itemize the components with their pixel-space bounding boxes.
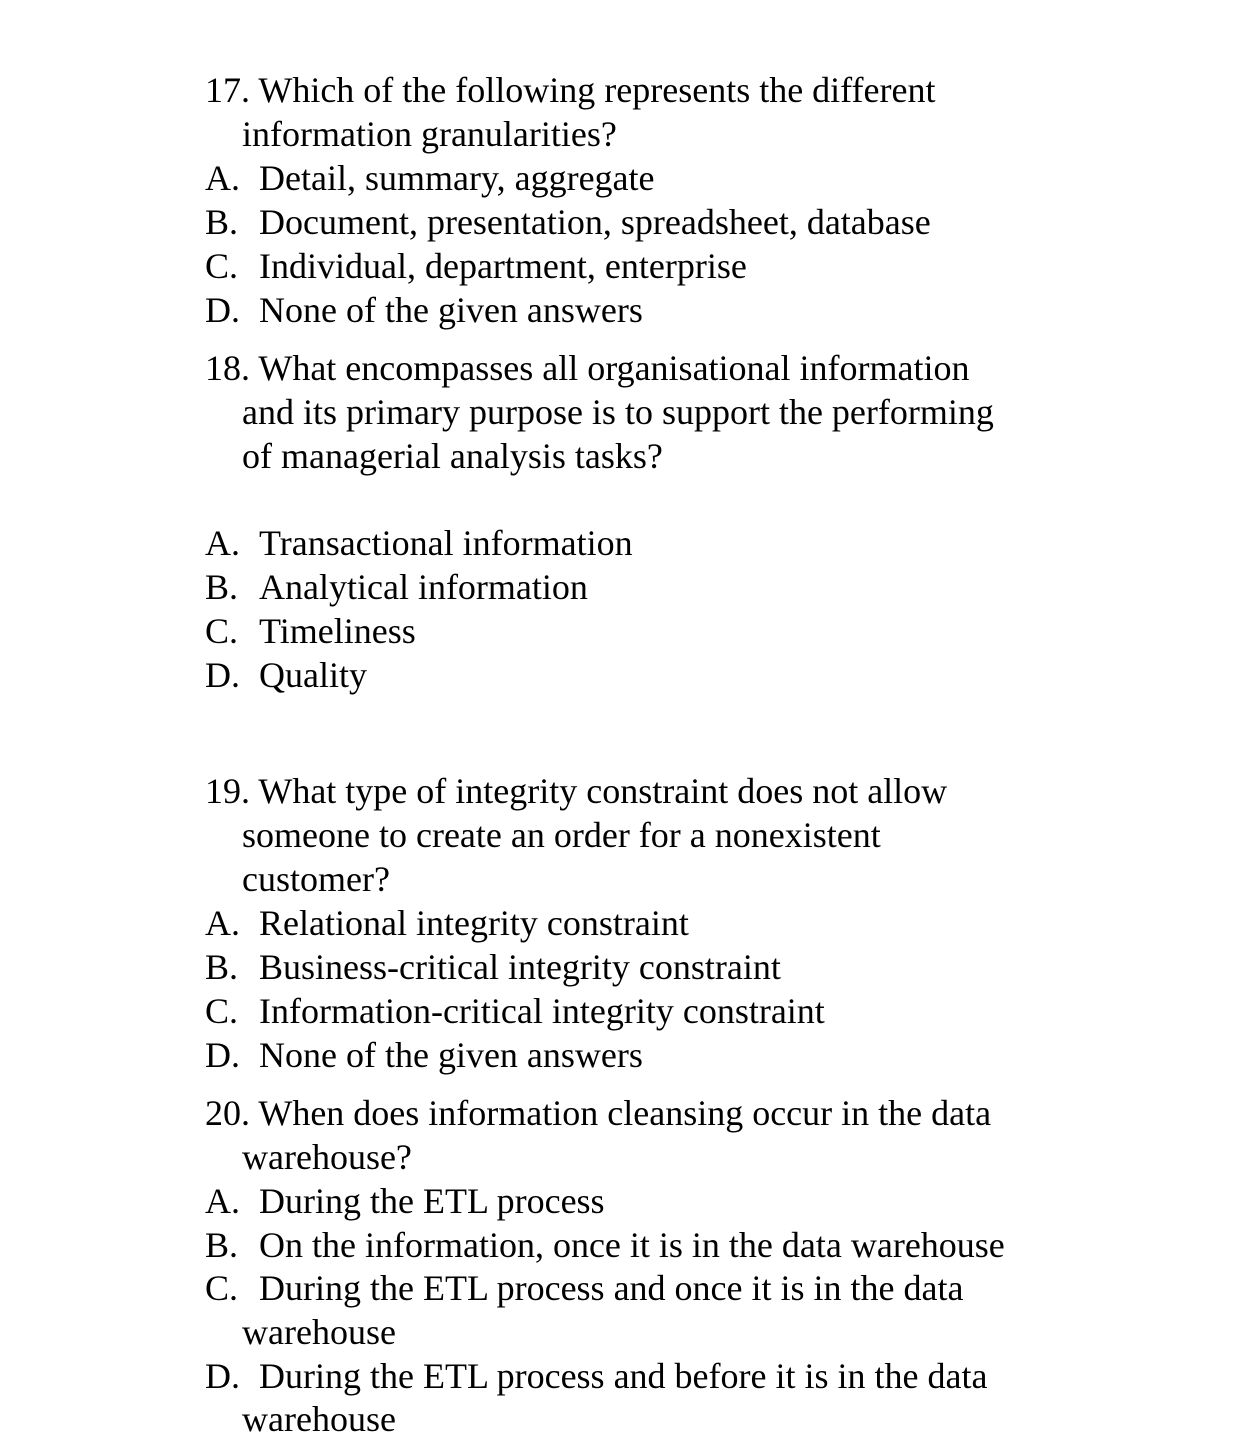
option-text: Timeliness — [259, 611, 416, 651]
question-18-option-a — [205, 521, 633, 565]
option-text: Analytical information — [259, 567, 588, 607]
question-17-text: 17. Which of the following represents the different — [205, 70, 936, 110]
option-text: During the ETL process and once it is in the data — [259, 1268, 964, 1308]
question-19-option-b — [205, 945, 781, 989]
option-letter: A. — [205, 903, 240, 943]
option-letter: A. — [205, 1181, 240, 1221]
option-text: None of the given answers — [259, 290, 643, 330]
question-20-option-d — [205, 1354, 987, 1398]
option-letter: A. — [205, 158, 240, 198]
option-letter: D. — [205, 290, 240, 330]
question-20-option-a — [205, 1179, 605, 1223]
option-letter: D. — [205, 1356, 240, 1396]
option-letter: C. — [205, 1268, 239, 1308]
option-text: During the ETL process — [259, 1181, 605, 1221]
option-letter: C. — [205, 246, 239, 286]
question-17-text-cont: information granularities? — [242, 114, 617, 154]
option-text: Transactional information — [259, 523, 633, 563]
option-letter: C. — [205, 611, 239, 651]
option-letter: D. — [205, 1035, 240, 1075]
question-20-text: 20. When does information cleansing occur in the data — [205, 1093, 992, 1133]
option-letter: A. — [205, 523, 240, 563]
question-19-option-a — [205, 901, 689, 945]
option-text: Information-critical integrity constraint — [259, 991, 825, 1031]
option-text: On the information, once it is in the data warehouse — [259, 1225, 1005, 1265]
question-19-text: 19. What type of integrity constraint does not allow — [205, 771, 948, 811]
question-17-option-b — [205, 200, 931, 244]
question-19-text-cont: customer? — [242, 859, 390, 899]
question-20-option-c — [205, 1266, 963, 1310]
option-text: Individual, department, enterprise — [259, 246, 747, 286]
option-text: Detail, summary, aggregate — [259, 158, 655, 198]
question-20-option-b — [205, 1223, 1005, 1267]
option-text: Quality — [259, 655, 367, 695]
option-letter: B. — [205, 947, 239, 987]
question-18-option-d — [205, 653, 367, 697]
question-18-text-cont: of managerial analysis tasks? — [242, 436, 663, 476]
question-18-option-c — [205, 609, 416, 653]
option-letter: B. — [205, 567, 239, 607]
option-letter: B. — [205, 202, 239, 242]
question-18-text-cont: and its primary purpose is to support the performing — [242, 392, 994, 432]
option-text: During the ETL process and before it is in the data — [259, 1356, 988, 1396]
option-letter: C. — [205, 991, 239, 1031]
question-19-option-d — [205, 1033, 643, 1077]
question-17-option-a — [205, 156, 655, 200]
question-19-option-c — [205, 989, 825, 1033]
question-18-option-b — [205, 565, 588, 609]
question-20-option-d-cont: warehouse — [242, 1399, 396, 1439]
option-letter: D. — [205, 655, 240, 695]
option-text: Relational integrity constraint — [259, 903, 689, 943]
question-20-text-cont: warehouse? — [242, 1137, 412, 1177]
option-text: Business-critical integrity constraint — [259, 947, 781, 987]
question-17-option-d — [205, 288, 643, 332]
option-text: Document, presentation, spreadsheet, database — [259, 202, 931, 242]
option-letter: B. — [205, 1225, 239, 1265]
question-17-option-c — [205, 244, 747, 288]
question-19-text-cont: someone to create an order for a nonexistent — [242, 815, 881, 855]
question-18-text: 18. What encompasses all organisational information — [205, 348, 970, 388]
question-20-option-c-cont: warehouse — [242, 1312, 396, 1352]
option-text: None of the given answers — [259, 1035, 643, 1075]
